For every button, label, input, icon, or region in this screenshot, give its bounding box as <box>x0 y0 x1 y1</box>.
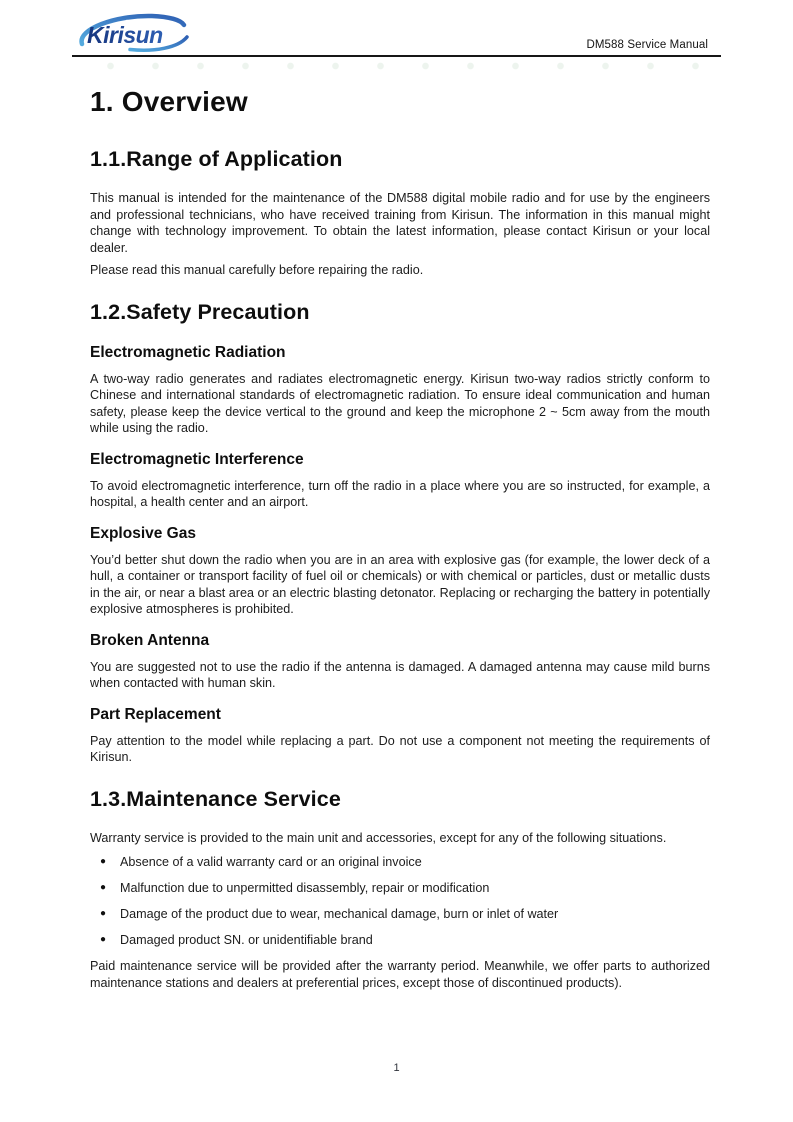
list-item-text: Damaged product SN. or unidentifiable brand <box>120 933 373 947</box>
paragraph-range-2: Please read this manual carefully before repairing the radio. <box>90 263 424 277</box>
warranty-exclusions-list <box>90 854 710 949</box>
topic-heading-part-replacement: Part Replacement <box>90 705 221 723</box>
paragraph-electromagnetic-radiation: A two-way radio generates and radiates electromagnetic energy. Kirisun two-way radios strictly conform to Chinese and international standards of electromagnetic radiation. To ensure ideal communication and human safety, please keep the device vertical to the ground and keep the microphone 2 ~ 5cm away from the mouth while using the radio. <box>90 371 710 435</box>
logo-wordmark: Kirisun <box>87 22 163 48</box>
list-item <box>90 932 710 949</box>
bullet-icon: ● <box>100 882 107 893</box>
paragraph-explosive-gas: You’d better shut down the radio when you are in an area with explosive gas (for example, the lower deck of a hull, a container or transport facility of fuel oil or chemicals) or with chemical or particles, dust or metallic dusts in the air, or near a blast area or an electric blasting detonator. Replacing or recharging the battery in potentially explosive atmospheres is prohibited. <box>90 552 710 616</box>
paragraph-broken-antenna: You are suggested not to use the radio if the antenna is damaged. A damaged antenna may cause mild burns when contacted with human skin. <box>90 659 710 690</box>
bullet-icon: ● <box>100 934 107 945</box>
topic-heading-electromagnetic-interference: Electromagnetic Interference <box>90 450 304 468</box>
list-item-text: Malfunction due to unpermitted disassembly, repair or modification <box>120 881 490 895</box>
list-item-text: Damage of the product due to wear, mechanical damage, burn or inlet of water <box>120 907 559 921</box>
list-item-text: Absence of a valid warranty card or an original invoice <box>120 855 422 869</box>
header-doc-title: DM588 Service Manual <box>586 39 708 51</box>
subsection-heading-range-of-application: 1.1.Range of Application <box>90 147 343 171</box>
paragraph-maintenance-outro: Paid maintenance service will be provided after the warranty period. Meanwhile, we offer parts to authorized maintenance stations and dealers at preferential prices, except those of discontinued products). <box>90 959 710 990</box>
paragraph-range-1: This manual is intended for the maintenance of the DM588 digital mobile radio and for use by the engineers and professional technicians, who have received training from Kirisun. The information in this manual might change with technology improvement. To obtain the latest information, please contact Kirisun or your local dealer. <box>90 191 710 255</box>
topic-heading-explosive-gas: Explosive Gas <box>90 524 196 542</box>
list-item <box>90 906 710 923</box>
topic-heading-electromagnetic-radiation: Electromagnetic Radiation <box>90 343 286 361</box>
topic-heading-broken-antenna: Broken Antenna <box>90 631 210 649</box>
subsection-heading-safety-precaution: 1.2.Safety Precaution <box>90 299 310 324</box>
bullet-icon: ● <box>100 908 107 919</box>
page-header <box>72 0 721 57</box>
scan-artifact-dots <box>88 61 718 71</box>
subsection-heading-maintenance-service: 1.3.Maintenance Service <box>90 786 341 811</box>
kirisun-logo <box>74 12 192 54</box>
paragraph-maintenance-intro: Warranty service is provided to the main unit and accessories, except for any of the following situations. <box>90 830 667 845</box>
bullet-icon: ● <box>100 856 107 867</box>
page-footer <box>0 1062 793 1074</box>
list-item <box>90 854 710 871</box>
section-heading-overview: 1. Overview <box>90 86 248 117</box>
page-number: 1 <box>393 1062 400 1074</box>
page-content <box>90 86 710 997</box>
paragraph-part-replacement: Pay attention to the model while replacing a part. Do not use a component not meeting the requirements of Kirisun. <box>90 733 710 764</box>
list-item <box>90 880 710 897</box>
paragraph-electromagnetic-interference: To avoid electromagnetic interference, turn off the radio in a place where you are so instructed, for example, a hospital, a health center and an airport. <box>90 478 710 509</box>
